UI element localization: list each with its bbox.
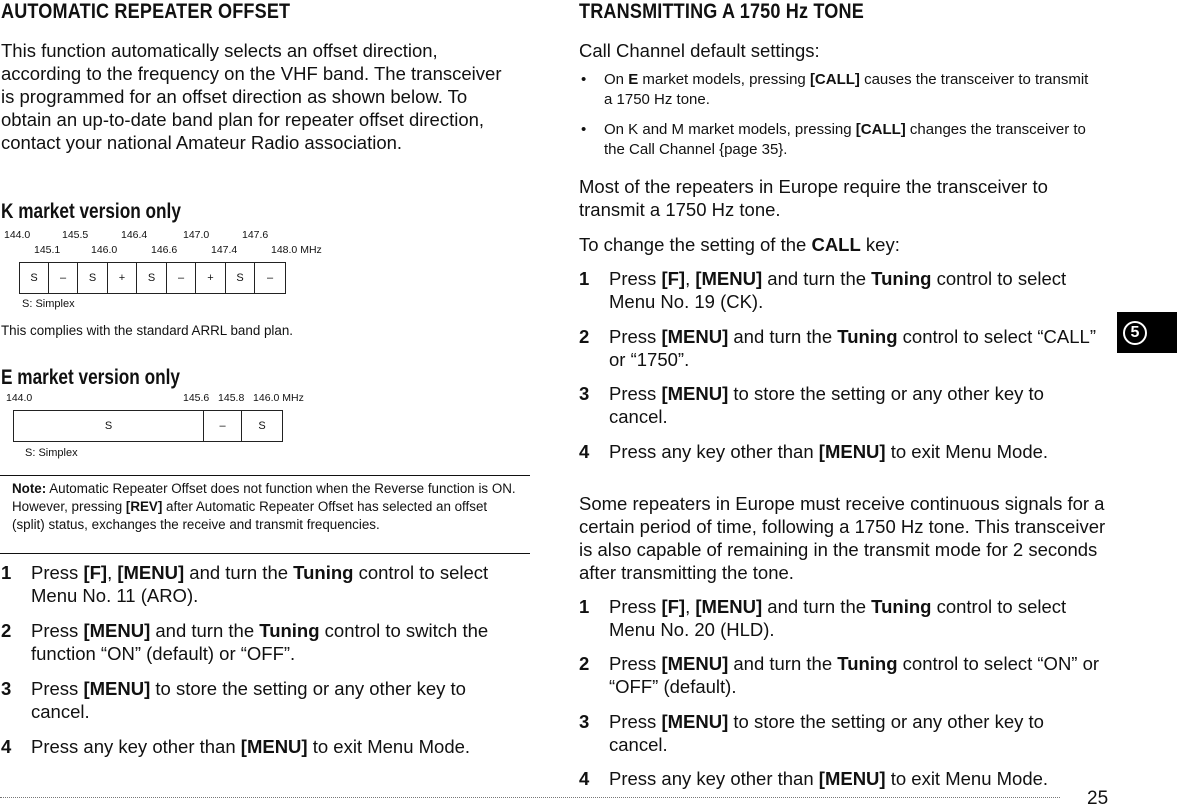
call-step: 4 Press any key other than [MENU] to exit Menu Mode. bbox=[579, 441, 1049, 462]
k-freq-label: 145.5 bbox=[62, 229, 89, 241]
tone-para-3: Some repeaters in Europe must receive continuous signals for a certain period of time, following a 1750 Hz tone. This transceiver is also capable of remaining in the transmit mode for 2 seconds after transmitting the tone. bbox=[579, 493, 1106, 583]
band-cell: S bbox=[258, 420, 266, 432]
k-freq-label: 147.4 bbox=[211, 244, 238, 256]
tone-para-2: To change the setting of the CALL key: bbox=[579, 234, 900, 255]
band-cell: S bbox=[226, 263, 255, 293]
k-freq-label: 144.0 bbox=[4, 229, 31, 241]
k-freq-label: 146.4 bbox=[121, 229, 148, 241]
band-cell: + bbox=[108, 263, 137, 293]
aro-intro: This function automatically selects an offset direction, according to the frequency on the VHF band. The transceiver is programmed for an offset direction as shown below. To obtain an up-to-date band plan for repeater offset direction, contact your national Amateur Radio association. bbox=[1, 40, 502, 153]
aro-step: 4 Press any key other than [MENU] to exit Menu Mode. bbox=[1, 736, 471, 757]
k-note: This complies with the standard ARRL band plan. bbox=[1, 323, 294, 338]
call-step: 3 Press [MENU] to store the setting or any other key to cancel. bbox=[579, 383, 1044, 427]
section-heading-aro: AUTOMATIC REPEATER OFFSET bbox=[1, 0, 291, 23]
note-box bbox=[0, 475, 530, 554]
chapter-tab bbox=[1117, 312, 1177, 353]
band-cell: + bbox=[196, 263, 226, 293]
band-cell: S bbox=[78, 263, 108, 293]
band-cell: S bbox=[14, 411, 204, 441]
page-number: 25 bbox=[1087, 788, 1109, 809]
aro-step: 2 Press [MENU] and turn the Tuning control to switch the function “ON” (default) or “OFF”. bbox=[1, 620, 489, 664]
band-cell: – bbox=[266, 272, 274, 284]
k-freq-label: 147.0 bbox=[183, 229, 210, 241]
section-heading-tone: TRANSMITTING A 1750 Hz TONE bbox=[579, 0, 864, 23]
tone-para-1: Most of the repeaters in Europe require the transceiver to transmit a 1750 Hz tone. bbox=[579, 176, 1048, 220]
e-market-title: E market version only bbox=[1, 366, 180, 389]
band-cell: – bbox=[167, 263, 196, 293]
aro-step: 3 Press [MENU] to store the setting or any other key to cancel. bbox=[1, 678, 466, 722]
k-freq-label: 146.6 bbox=[151, 244, 178, 256]
k-legend: S: Simplex bbox=[22, 298, 75, 310]
bullet-item: • On E market models, pressing [CALL] causes the transceiver to transmit a 1750 Hz tone. bbox=[581, 71, 1089, 108]
footer-divider bbox=[0, 797, 1060, 798]
call-default-label: Call Channel default settings: bbox=[579, 40, 820, 61]
e-freq-label: 144.0 bbox=[6, 392, 33, 404]
k-freq-label: 147.6 bbox=[242, 229, 269, 241]
k-freq-label: 145.1 bbox=[34, 244, 61, 256]
hold-step: 3 Press [MENU] to store the setting or any other key to cancel. bbox=[579, 711, 1044, 755]
e-legend: S: Simplex bbox=[25, 447, 78, 459]
aro-step: 1 Press [F], [MENU] and turn the Tuning control to select Menu No. 11 (ARO). bbox=[1, 562, 489, 606]
chapter-number: 5 bbox=[1123, 321, 1147, 345]
k-band-diagram bbox=[19, 262, 286, 294]
hold-step: 1 Press [F], [MENU] and turn the Tuning control to select Menu No. 20 (HLD). bbox=[579, 596, 1067, 640]
band-cell: – bbox=[49, 263, 78, 293]
note-text: Note: Automatic Repeater Offset does not function when the Reverse function is ON. However, pressing [REV] after Automatic Repeater Offset has selected an offset (split) status, exchanges the receive and transmit frequencies. bbox=[12, 481, 516, 532]
e-band-diagram bbox=[13, 410, 283, 442]
band-cell: S bbox=[137, 263, 167, 293]
call-step: 2 Press [MENU] and turn the Tuning control to select “CALL” or “1750”. bbox=[579, 326, 1096, 370]
band-cell: S bbox=[20, 263, 49, 293]
bullet-item: • On K and M market models, pressing [CALL] changes the transceiver to the Call Channel {page 35}. bbox=[581, 121, 1086, 158]
band-cell: – bbox=[204, 411, 242, 441]
hold-step: 4 Press any key other than [MENU] to exit Menu Mode. bbox=[579, 768, 1049, 789]
e-freq-label: 145.6 145.8 146.0 MHz bbox=[183, 392, 304, 404]
note-label: Note: bbox=[12, 481, 47, 496]
k-freq-label: 148.0 MHz bbox=[271, 244, 322, 256]
hold-step: 2 Press [MENU] and turn the Tuning control to select “ON” or “OFF” (default). bbox=[579, 653, 1100, 697]
k-freq-label: 146.0 bbox=[91, 244, 118, 256]
k-market-title: K market version only bbox=[1, 200, 181, 223]
call-step: 1 Press [F], [MENU] and turn the Tuning control to select Menu No. 19 (CK). bbox=[579, 268, 1067, 312]
